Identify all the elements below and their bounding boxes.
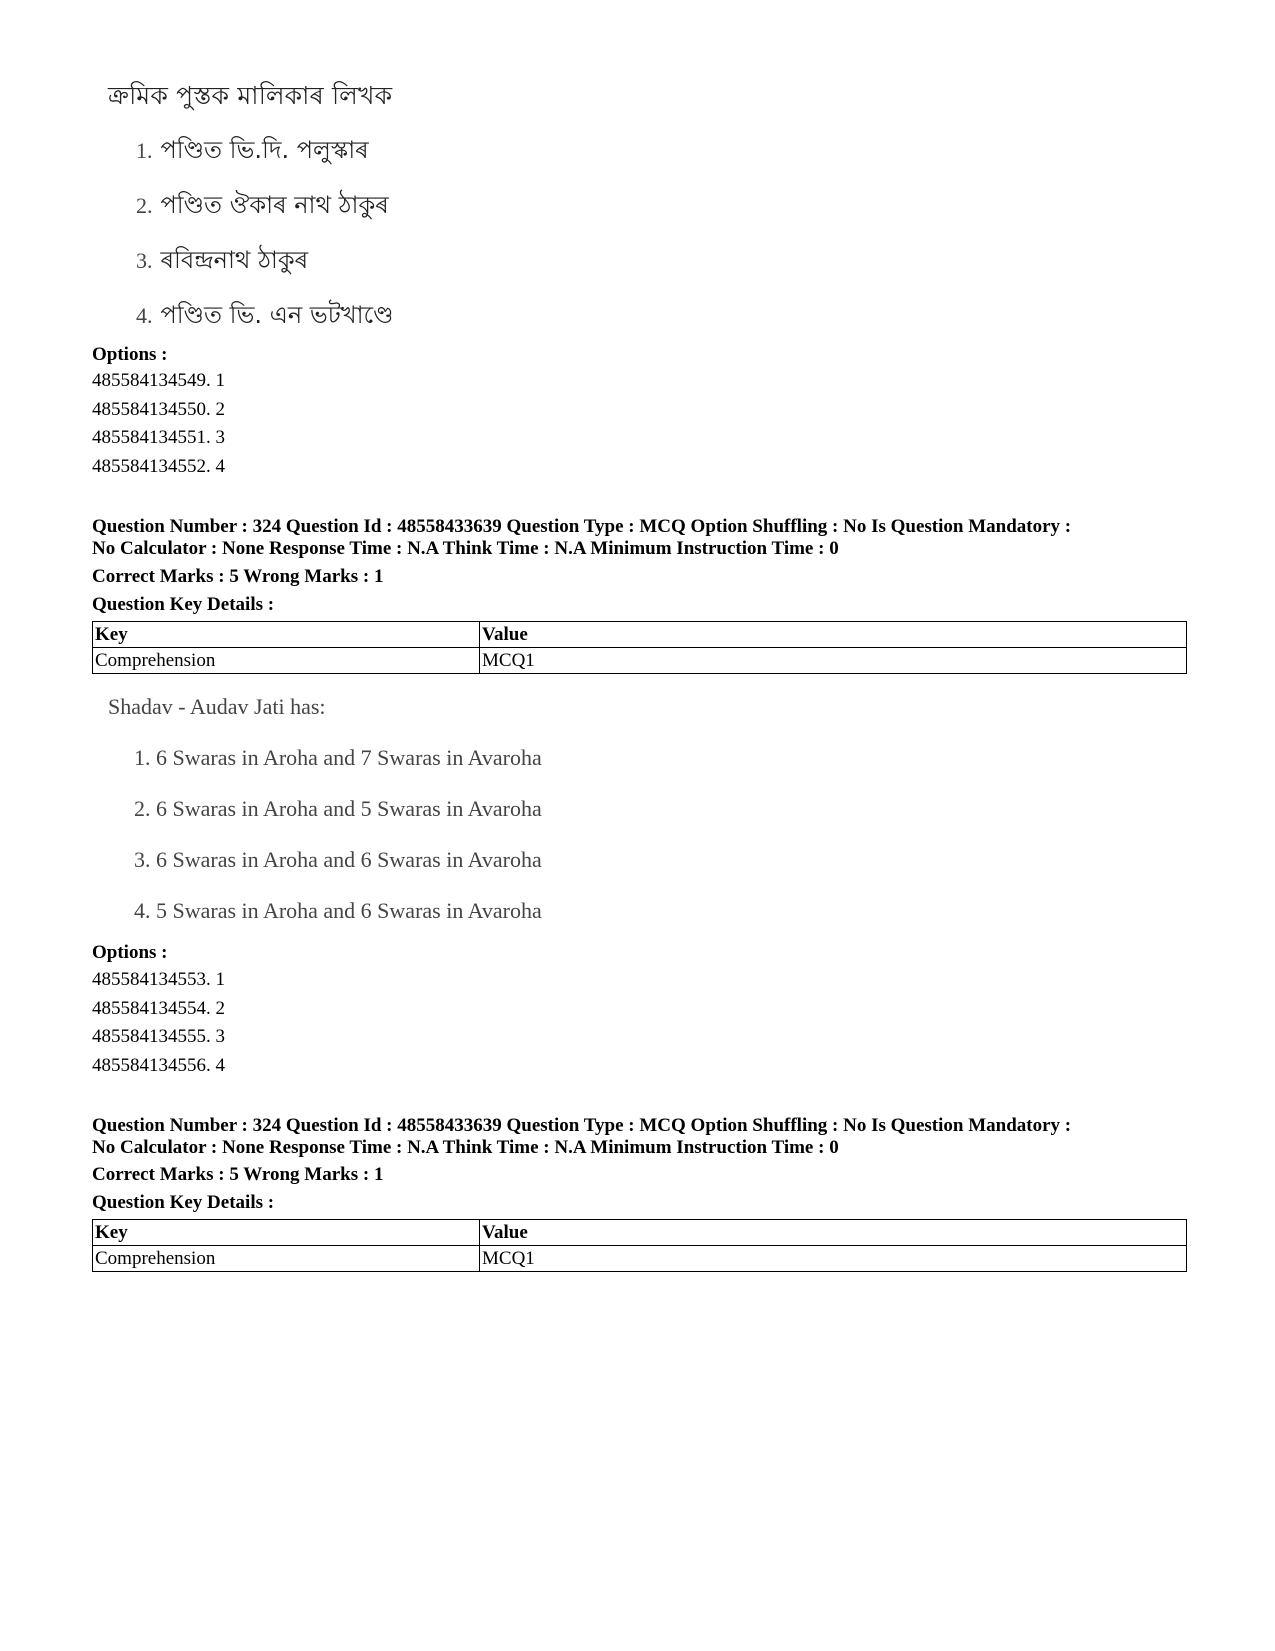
item-text: 5 Swaras in Aroha and 6 Swaras in Avaroha — [156, 898, 542, 923]
option-item: 485584134550. 2 — [92, 398, 225, 420]
item-text: 6 Swaras in Aroha and 5 Swaras in Avaroha — [156, 796, 542, 821]
question-image-item — [134, 745, 542, 771]
option-item: 485584134549. 1 — [92, 370, 225, 391]
item-number: 2. — [134, 796, 151, 821]
table-header-row — [93, 1220, 1187, 1246]
table-header-row — [93, 622, 1187, 648]
item-number: 4. — [134, 898, 151, 923]
item-text: পণ্ডিত ভি.দি. পলুস্কাৰ — [160, 136, 369, 164]
item-number: 4. — [136, 303, 153, 328]
question-meta-line: No Calculator : None Response Time : N.A Think Time : N.A Minimum Instruction Time : 0 — [92, 1137, 839, 1158]
table-row — [93, 1246, 1187, 1272]
item-number: 3. — [136, 248, 153, 273]
table-cell: MCQ1 — [480, 1246, 1187, 1272]
option-item: 485584134555. 3 — [92, 1026, 225, 1047]
item-text: 6 Swaras in Aroha and 6 Swaras in Avaroha — [156, 847, 542, 872]
item-number: 1. — [134, 745, 151, 770]
option-item: 485584134553. 1 — [92, 969, 225, 990]
item-number: 1. — [136, 138, 153, 163]
question-image-item — [134, 898, 542, 924]
question-image-item — [134, 847, 542, 873]
options-label: Options : — [92, 344, 168, 365]
table-header-cell: Value — [480, 622, 1187, 648]
option-item: 485584134552. 4 — [92, 455, 225, 477]
item-text: ৰবিন্দ্রনাথ ঠাকুৰ — [160, 246, 309, 274]
key-details-label: Question Key Details : — [92, 594, 275, 615]
table-row — [93, 648, 1187, 674]
question-image-title: Shadav - Audav Jati has: — [108, 694, 326, 719]
key-details-label: Question Key Details : — [92, 1192, 275, 1213]
table-header-cell: Key — [93, 1220, 480, 1246]
option-item: 485584134556. 4 — [92, 1054, 225, 1076]
options-list — [92, 966, 225, 1080]
table-header-cell: Key — [93, 622, 480, 648]
key-details-table — [92, 621, 1187, 674]
question-meta-line: Question Number : 324 Question Id : 48558433639 Question Type : MCQ Option Shuffling : No Is Question Mandatory : — [92, 516, 1072, 537]
item-number: 3. — [134, 847, 151, 872]
options-label: Options : — [92, 942, 168, 963]
item-number: 2. — [136, 193, 153, 218]
question-image-item — [136, 242, 308, 282]
table-cell: Comprehension — [93, 648, 480, 674]
question-image-item — [136, 132, 369, 172]
table-header-cell: Value — [480, 1220, 1187, 1246]
item-text: পণ্ডিত ঔকাৰ নাথ ঠাকুৰ — [160, 191, 389, 219]
item-text: পণ্ডিত ভি. এন ভটখাণ্ডে — [160, 301, 394, 329]
option-item: 485584134554. 2 — [92, 997, 225, 1019]
question-meta-line: Question Number : 324 Question Id : 48558433639 Question Type : MCQ Option Shuffling : No Is Question Mandatory : — [92, 1115, 1072, 1136]
marks-line: Correct Marks : 5 Wrong Marks : 1 — [92, 1164, 384, 1185]
key-details-table — [92, 1219, 1187, 1272]
options-list — [92, 367, 225, 481]
table-cell: Comprehension — [93, 1246, 480, 1272]
question-image-title: ক্রমিক পুস্তক মালিকাৰ লিখক — [108, 81, 393, 110]
question-meta-line: No Calculator : None Response Time : N.A Think Time : N.A Minimum Instruction Time : 0 — [92, 538, 839, 559]
item-text: 6 Swaras in Aroha and 7 Swaras in Avaroha — [156, 745, 542, 770]
marks-line: Correct Marks : 5 Wrong Marks : 1 — [92, 566, 384, 587]
table-cell: MCQ1 — [480, 648, 1187, 674]
option-item: 485584134551. 3 — [92, 427, 225, 448]
question-image-item — [136, 187, 389, 227]
question-image-item — [134, 796, 542, 822]
question-image-item — [136, 297, 394, 337]
